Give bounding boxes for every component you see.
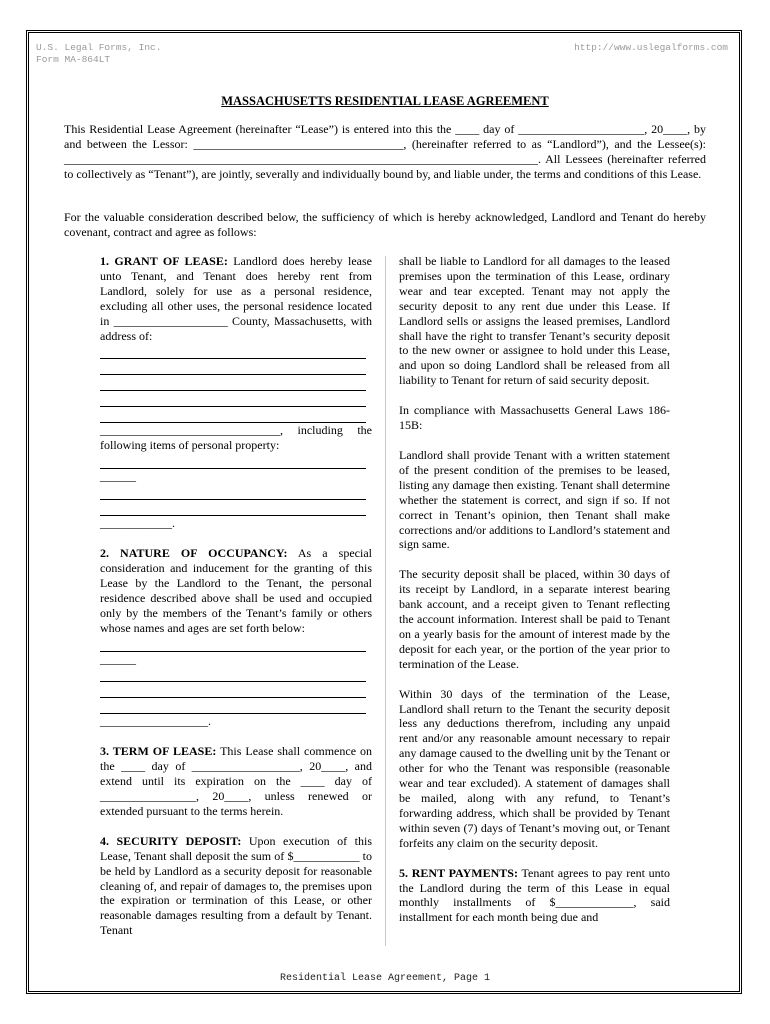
section-4-heading: 4. SECURITY DEPOSIT:: [100, 833, 242, 848]
consideration-paragraph: For the valuable consideration described below, the sufficiency of which is hereby acknowledged, Landlord and Tenant do hereby covenant, contract and agree as follows:: [64, 210, 706, 239]
section-5-text: Tenant agrees to pay rent unto the Landlord during the term of this Lease in equal monthly installments of $_____________, said installment for each month being due and: [399, 865, 671, 925]
occupant-blank-line: [100, 636, 366, 652]
property-short-line: ______: [100, 469, 136, 484]
intro-lessees: All Lessees (hereinafter referred to collectively as “Tenant”), are jointly, severally and individually bound by, and liable under, the terms and conditions of this Lease.: [64, 152, 706, 181]
section-2-heading: 2. NATURE OF OCCUPANCY:: [100, 546, 288, 561]
section-2-text: As a special consideration and inducement for the granting of this Lease by the Landlord to the Tenant, the personal residence described above shall be used and occupied only by the members of the Tenant’s family or others whose names and ages are set forth below:: [100, 546, 372, 635]
occupant-blank-line: [100, 666, 366, 682]
right-column: [399, 254, 670, 925]
deposit-liability-paragraph: shall be liable to Landlord for all damages to the leased premises upon the termination of this Lease, ordinary wear and tear excepted. Tenant may not apply the security deposit to any rent due under this Lease. If Landlord sells or assigns the leased premises, Landlord shall have the right to transfer Tenant’s security deposit to the new owner or assignee to hold under this Lease, and upon so doing Landlord shall be released from all liability to Tenant for return of said security deposit.: [399, 254, 670, 388]
column-divider: [385, 256, 386, 946]
page-footer: Residential Lease Agreement, Page 1: [279, 973, 491, 984]
occupant-blank-line: [100, 682, 366, 698]
property-blank-line: [100, 453, 366, 469]
compliance-paragraph: In compliance with Massachusetts General Laws 186-15B:: [399, 403, 670, 433]
section-4-text: Upon execution of this Lease, Tenant shall deposit the sum of $___________ to be held by Landlord as a security deposit for reasonable cleaning of, and repair of damages to, the premises upon the expiration or termination of this Lease, or other reasonable damages resulting from a default by Tenant. Tenant: [100, 833, 372, 938]
section-nature-of-occupancy: [100, 546, 372, 635]
occupant-end-line: __________________.: [100, 714, 211, 729]
address-blank-line: [100, 343, 366, 359]
interest-account-paragraph: The security deposit shall be placed, within 30 days of its receipt by Landlord, in a separate interest bearing bank account, and a receipt given to Tenant reflecting the account information. Interest shall be paid to Tenant on a yearly basis for the amount of interest made by the deposit for each year, or the portion of the year prior to termination of the Lease.: [399, 567, 670, 671]
property-blank-line: [100, 500, 366, 516]
section-security-deposit: [100, 834, 372, 938]
intro-parties: This Residential Lease Agreement (hereinafter “Lease”) is entered into this the ____ day of _____________________, 20____, by and between the Lessor: ___________________________________, (hereinafter referred to as “Landlord”), and the Lessee(s): _______________________________________________________________________________.: [64, 122, 706, 166]
left-column: [100, 254, 372, 938]
form-id: Form MA-864LT: [36, 54, 111, 65]
address-blank-line: [100, 407, 366, 423]
section-1-text: Landlord does hereby lease unto Tenant, and Tenant does hereby rent from Landlord, solely for use as a personal residence, excluding all other uses, the personal residence located in ___________________ County, Massachusetts, with address of:: [100, 254, 372, 343]
occupant-short-line: ______: [100, 651, 136, 666]
address-blank-line: [100, 391, 366, 407]
header-left: [36, 42, 161, 66]
address-blank-line: [100, 359, 366, 375]
section-3-heading: 3. TERM OF LEASE:: [100, 744, 217, 759]
section-rent-payments: [399, 866, 670, 926]
intro-paragraph: [64, 122, 706, 182]
section-term-of-lease: [100, 744, 372, 819]
occupant-blank-line: [100, 698, 366, 714]
address-blank-line: [100, 375, 366, 391]
property-end-line: ____________.: [100, 516, 175, 531]
condition-statement-paragraph: Landlord shall provide Tenant with a written statement of the present condition of the premises to be leased, listing any damage then existing. Tenant shall determine whether the statement is correct, and sign if so. If not correct in Tenant’s opinion, then Tenant shall make corrections and/or additions to Landlord’s statement and sign same.: [399, 447, 670, 552]
section-1-heading: 1. GRANT OF LEASE:: [100, 254, 228, 268]
section-grant-of-lease: [100, 254, 372, 343]
header-url[interactable]: http://www.uslegalforms.com: [574, 42, 728, 53]
deposit-return-paragraph: Within 30 days of the termination of the Lease, Landlord shall return to the Tenant the security deposit less any deductions therefrom, including any unpaid rent and/or any reasonable amount necessary to repair any damage caused to the dwelling unit by the Tenant or other for who the Tenant was responsible (reasonable wear and tear excluded). A statement of damages shall be mailed, along with any refund, to Tenant’s forwarding address, which shall be provided by Tenant within seven (7) days of Tenant’s moving out, or Tenant forfeits any claim on the security deposit.: [399, 686, 670, 850]
document-title: MASSACHUSETTS RESIDENTIAL LEASE AGREEMENT: [221, 94, 549, 108]
personal-property-intro: ______________________________, including the following items of personal property:: [100, 423, 372, 453]
section-3-text: This Lease shall commence on the ____ day of __________________, 20____, and extend until its expiration on the ____ day of ________________, 20____, unless renewed or extended pursuant to the terms herein.: [100, 744, 373, 818]
property-blank-line: [100, 484, 366, 500]
company-name: U.S. Legal Forms, Inc.: [36, 42, 162, 53]
section-5-heading: 5. RENT PAYMENTS:: [399, 865, 518, 880]
